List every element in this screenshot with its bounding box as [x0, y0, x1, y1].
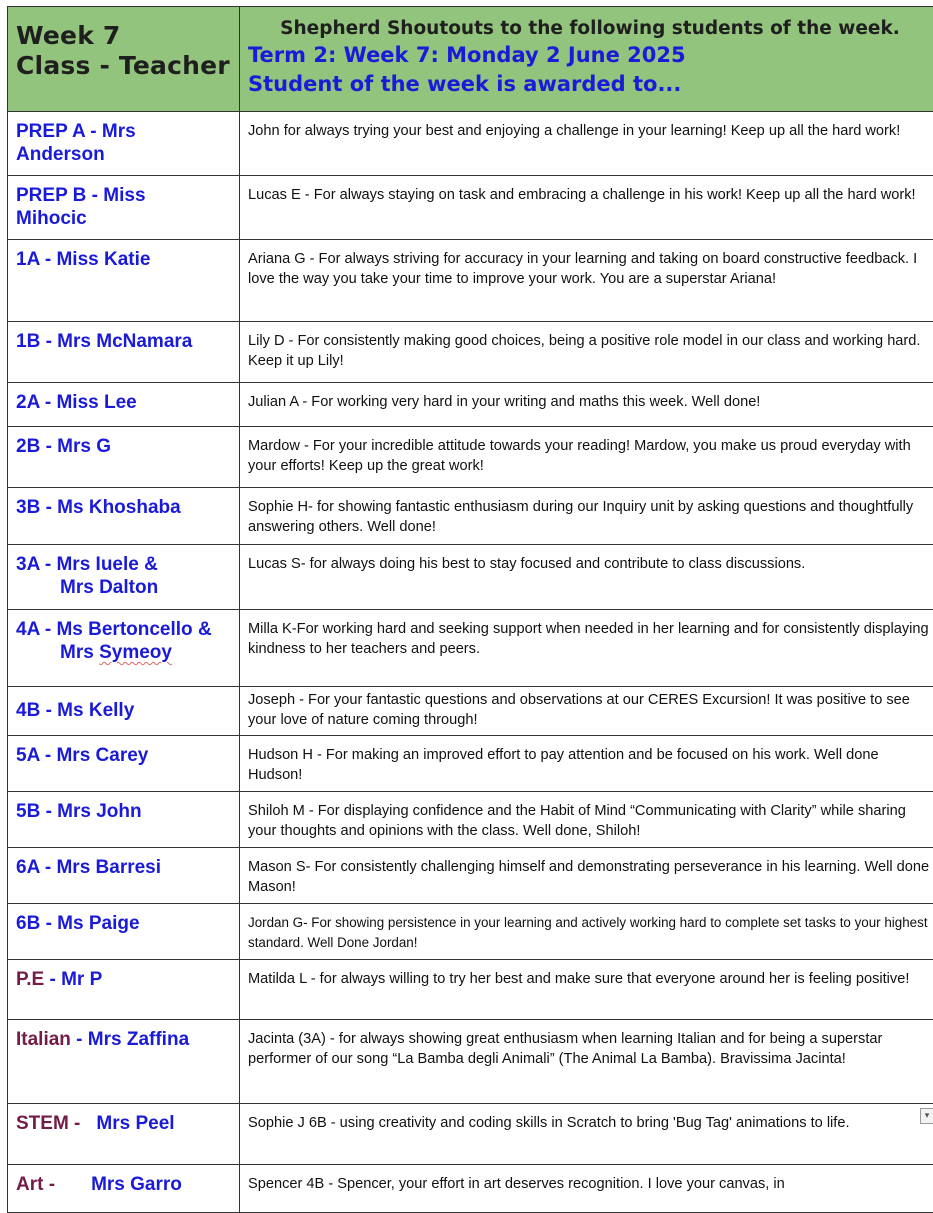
student-message: Joseph - For your fantastic questions and observations at our CERES Excursion! It was positive to see your love of nature coming through! — [240, 687, 933, 730]
table-row — [8, 736, 933, 792]
class-teacher-cell: PREP A - Mrs Anderson — [8, 112, 239, 166]
table-row — [8, 1104, 933, 1165]
student-message: Matilda L - for always willing to try her best and make sure that everyone around her is feeling positive! — [240, 960, 933, 989]
class-teacher-cell: P.E - Mr P — [8, 960, 239, 991]
student-message: Lucas S- for always doing his best to stay focused and contribute to class discussions. — [240, 545, 933, 574]
student-message: John for always trying your best and enjoying a challenge in your learning! Keep up all the hard work! — [240, 112, 933, 141]
term-date: Term 2: Week 7: Monday 2 June 2025 — [248, 41, 932, 70]
class-teacher-cell: STEM - Mrs Peel — [8, 1104, 239, 1135]
class-teacher-cell: Italian - Mrs Zaffina — [8, 1020, 239, 1051]
table-row — [8, 112, 933, 176]
table-row — [8, 1165, 933, 1213]
student-message: Milla K-For working hard and seeking support when needed in her learning and for consistently displaying kindness to her teachers and peers. — [240, 610, 933, 659]
award-heading: Student of the week is awarded to... — [248, 70, 932, 99]
shoutouts-title: Shepherd Shoutouts to the following students of the week. — [248, 17, 932, 41]
student-message: Lucas E - For always staying on task and embracing a challenge in his work! Keep up all the hard work! — [240, 176, 933, 205]
class-teacher-cell: 5A - Mrs Carey — [8, 736, 239, 767]
table-row — [8, 176, 933, 240]
student-message: Spencer 4B - Spencer, your effort in art deserves recognition. I love your canvas, in — [240, 1165, 933, 1194]
table-row — [8, 488, 933, 545]
week-label — [8, 7, 239, 81]
class-teacher-cell: 6B - Ms Paige — [8, 904, 239, 935]
table-row — [8, 1020, 933, 1104]
table-row — [8, 904, 933, 960]
table-row — [8, 792, 933, 848]
class-teacher-cell: 5B - Mrs John — [8, 792, 239, 823]
table-row — [8, 427, 933, 488]
shoutouts-table — [7, 6, 933, 1213]
student-message: Lily D - For consistently making good choices, being a positive role model in our class and working hard. Keep it up Lily! — [240, 322, 933, 371]
header-left-cell — [8, 7, 240, 112]
cell-overflow-icon[interactable]: ▾ — [920, 1108, 933, 1124]
table-row — [8, 848, 933, 904]
table-row — [8, 322, 933, 383]
class-teacher-cell: 3B - Ms Khoshaba — [8, 488, 239, 519]
week-number: Week 7 — [16, 21, 239, 51]
table-row — [8, 383, 933, 427]
class-teacher-cell: 3A - Mrs Iuele & Mrs Dalton — [8, 545, 239, 599]
table-row — [8, 687, 933, 736]
student-message: Mardow - For your incredible attitude towards your reading! Mardow, you make us proud everyday with your efforts! Keep up the great work! — [240, 427, 933, 476]
header-right-cell — [240, 7, 933, 112]
class-teacher-cell: 1A - Miss Katie — [8, 240, 239, 271]
student-message: Jacinta (3A) - for always showing great enthusiasm when learning Italian and for being a superstar performer of our song “La Bamba degli Animali” (The Animal La Bamba). Bravissima Jacinta! — [240, 1020, 933, 1069]
class-teacher-cell: 4B - Ms Kelly — [8, 687, 239, 722]
header-row — [8, 7, 933, 112]
class-teacher-heading: Class - Teacher — [16, 51, 239, 81]
table-row — [8, 545, 933, 610]
class-teacher-cell: PREP B - Miss Mihocic — [8, 176, 239, 230]
student-message: Mason S- For consistently challenging himself and demonstrating perseverance in his learning. Well done Mason! — [240, 848, 933, 897]
table-row — [8, 610, 933, 687]
table-row — [8, 960, 933, 1020]
table-row — [8, 240, 933, 322]
student-message: Sophie J 6B - using creativity and coding skills in Scratch to bring 'Bug Tag' animations to life. — [240, 1104, 933, 1133]
class-teacher-cell: 1B - Mrs McNamara — [8, 322, 239, 353]
class-teacher-cell: 2B - Mrs G — [8, 427, 239, 458]
class-teacher-cell: Art - Mrs Garro — [8, 1165, 239, 1196]
student-message: Jordan G- For showing persistence in your learning and actively working hard to complete set tasks to your highest standard. Well Done Jordan! — [240, 904, 933, 953]
class-teacher-cell: 6A - Mrs Barresi — [8, 848, 239, 879]
student-message: Sophie H- for showing fantastic enthusiasm during our Inquiry unit by asking questions and thoughtfully answering others. Well done! — [240, 488, 933, 537]
student-message: Shiloh M - For displaying confidence and the Habit of Mind “Communicating with Clarity” while sharing your thoughts and opinions with the class. Well done, Shiloh! — [240, 792, 933, 841]
student-message: Ariana G - For always striving for accuracy in your learning and taking on board constructive feedback. I love the way you take your time to improve your work. You are a superstar Ariana! — [240, 240, 933, 289]
class-teacher-cell: 4A - Ms Bertoncello & Mrs Symeoy — [8, 610, 239, 664]
class-teacher-cell: 2A - Miss Lee — [8, 383, 239, 414]
student-message: Julian A - For working very hard in your writing and maths this week. Well done! — [240, 383, 933, 412]
student-message: Hudson H - For making an improved effort to pay attention and be focused on his work. Well done Hudson! — [240, 736, 933, 785]
